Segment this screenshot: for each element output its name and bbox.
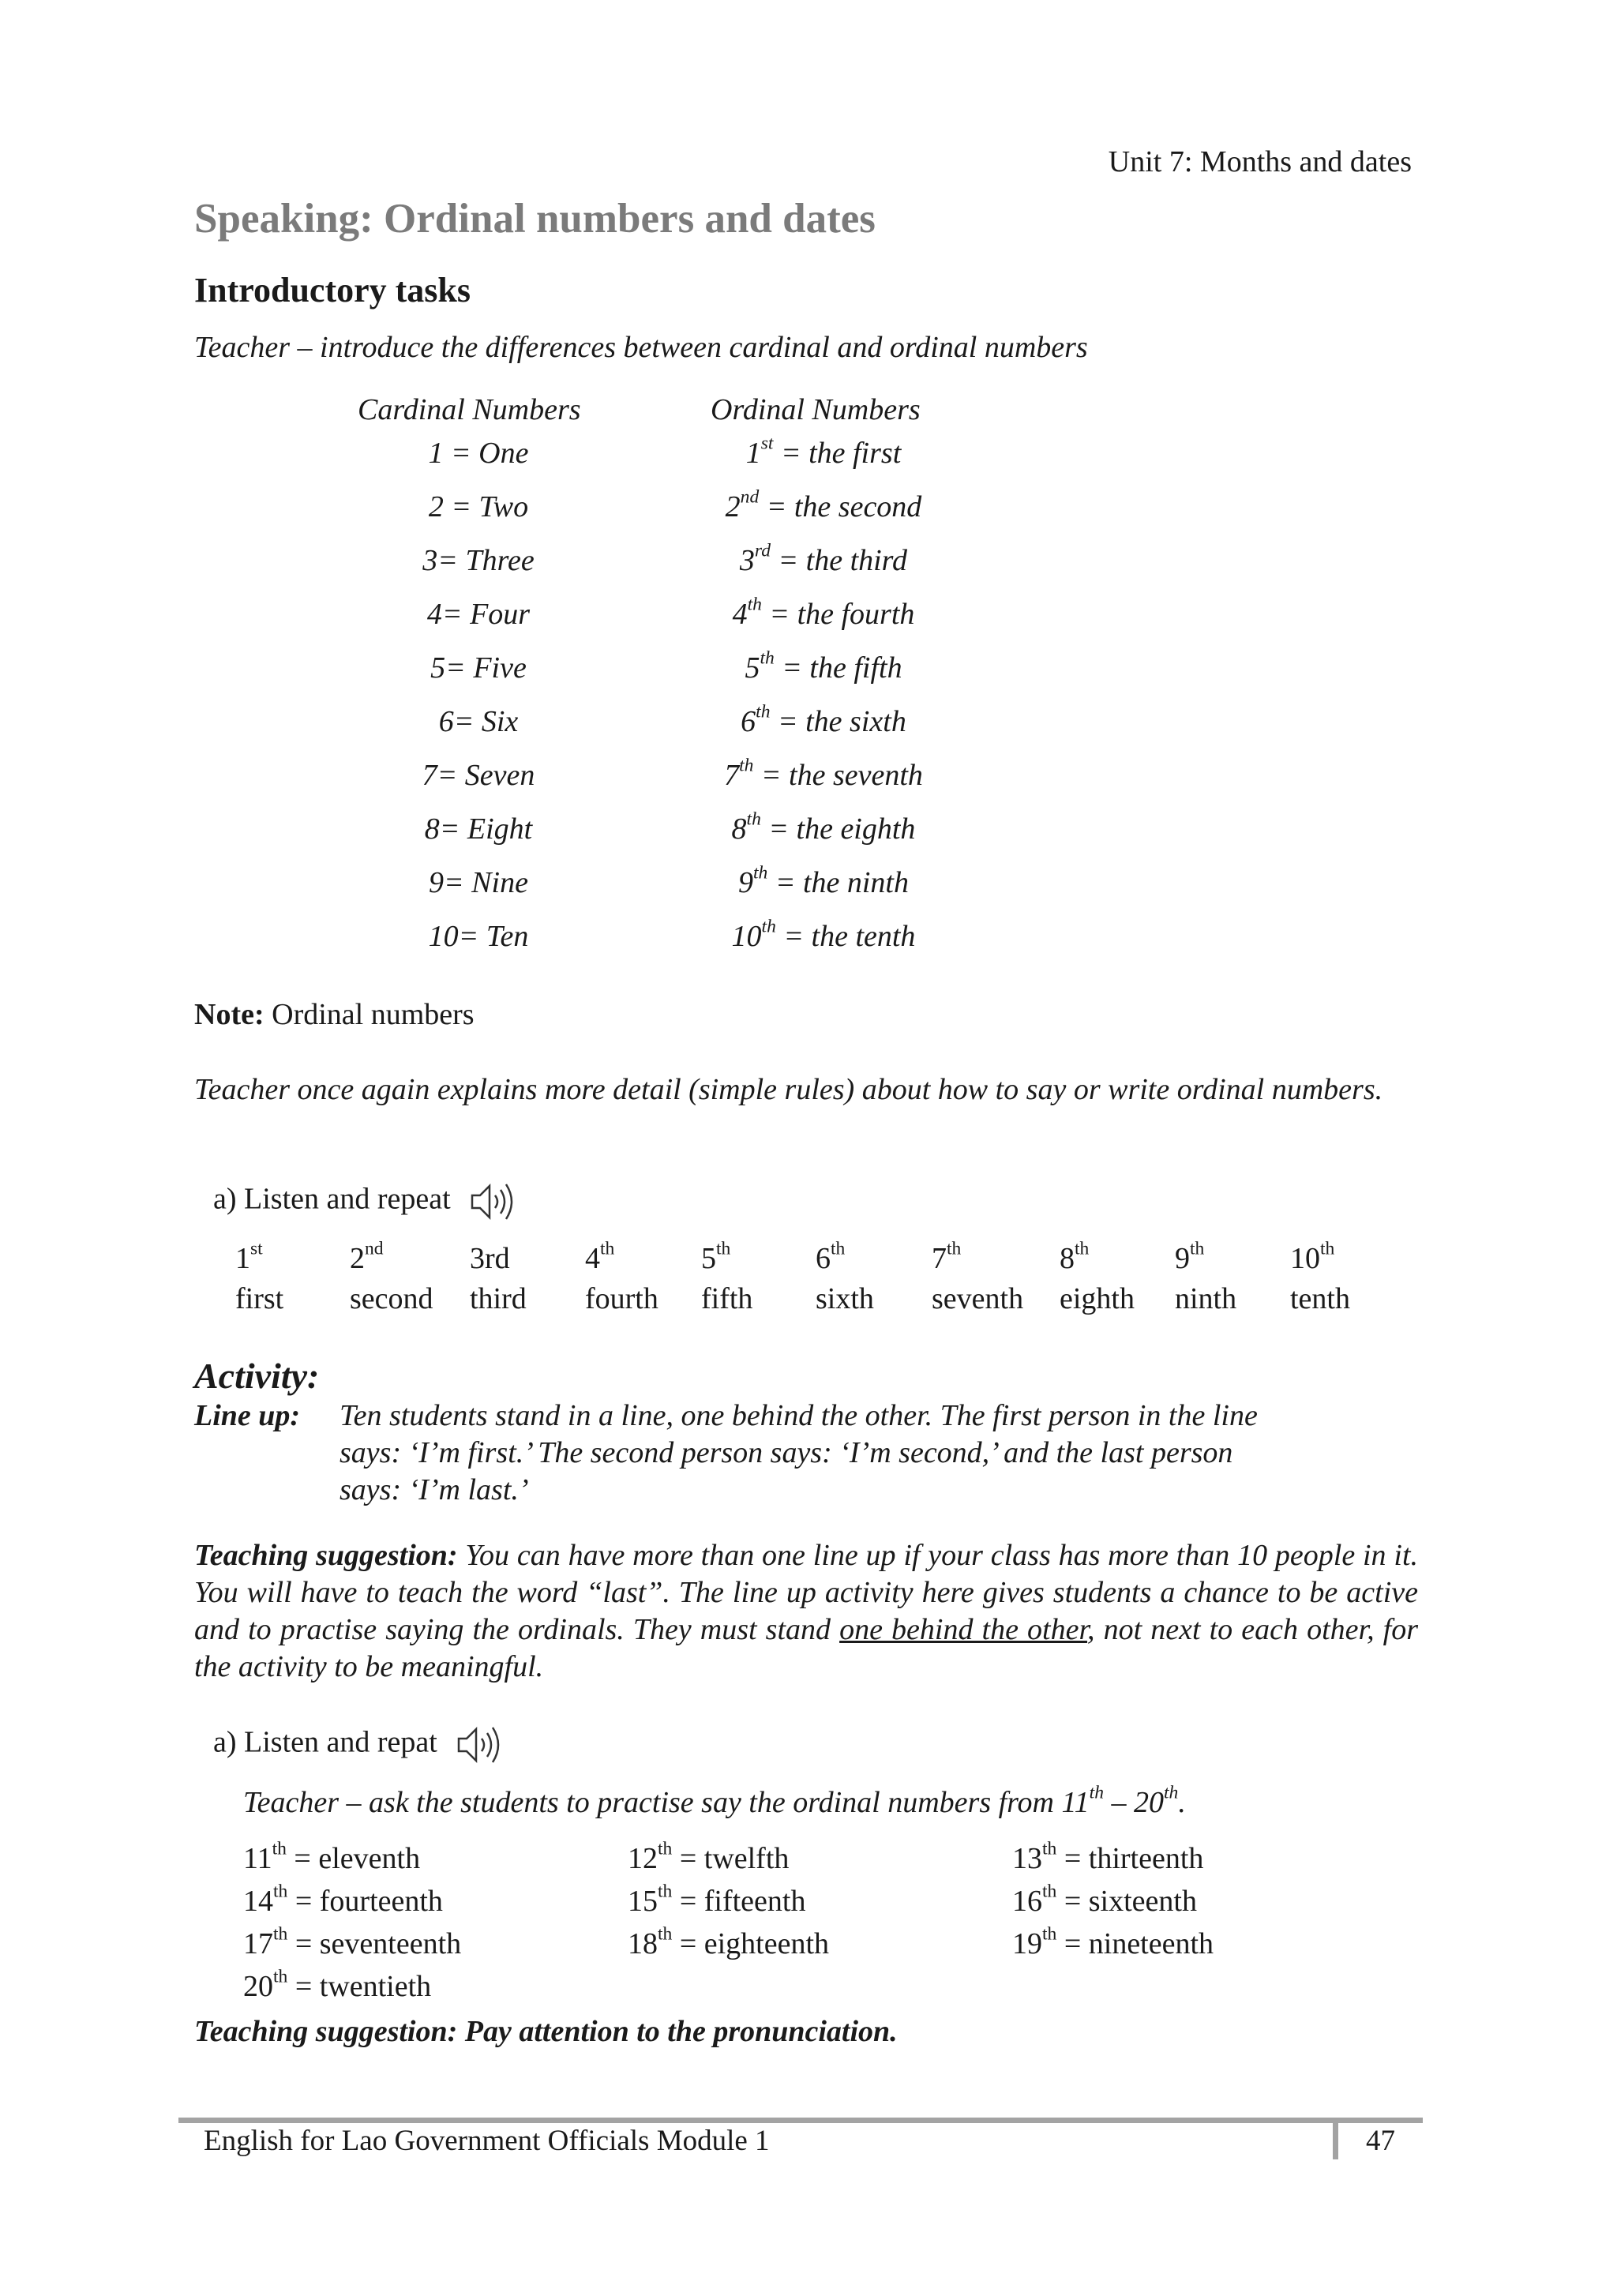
- note-label: Note:: [194, 998, 264, 1031]
- ordinal-suffix: th: [1042, 1838, 1057, 1859]
- teaching-suggestion-2: Teaching suggestion: Pay attention to the pronunciation.: [194, 2015, 898, 2048]
- ordinal-word: = fourteenth: [287, 1885, 443, 1918]
- sup: th: [1164, 1782, 1179, 1803]
- ordinal-number: [1175, 1238, 1205, 1276]
- ordinal-num: 10: [1290, 1242, 1320, 1275]
- cardinal-cell: 1 = One: [428, 437, 529, 470]
- ordinal-num: 8: [731, 812, 747, 846]
- ordinal-word: = fifteenth: [672, 1885, 806, 1918]
- ordinal-word: = the tenth: [775, 920, 916, 953]
- ordinal-num: 17: [243, 1927, 273, 1960]
- page-number: 47: [1366, 2125, 1395, 2157]
- instruction-text: Teacher – ask the students to practise say the ordinal numbers from 11: [243, 1786, 1090, 1819]
- ordinal-suffix: th: [1042, 1923, 1057, 1945]
- ordinal-cell: [666, 916, 981, 954]
- ordinal-num: 1: [235, 1242, 250, 1275]
- cardinal-cell: 6= Six: [438, 705, 519, 738]
- cardinal-cell: 2 = Two: [428, 490, 529, 523]
- unit-header: Unit 7: Months and dates: [1108, 145, 1412, 178]
- ordinal-suffix: nd: [365, 1238, 384, 1259]
- note-text: Ordinal numbers: [264, 998, 475, 1031]
- ordinal-suffix: th: [756, 701, 771, 722]
- ordinal-suffix: th: [947, 1238, 962, 1259]
- lineup-line: Ten students stand in a line, one behind the other. The first person in the line: [340, 1399, 1258, 1432]
- cardinal-cell: 4= Four: [426, 598, 531, 631]
- ordinal-word: = sixteenth: [1056, 1885, 1197, 1918]
- ordinal-word: = nineteenth: [1056, 1927, 1214, 1960]
- ordinal-cell: [666, 647, 981, 685]
- ordinal-word: = the second: [759, 490, 922, 523]
- ordinal-num: 12: [628, 1842, 658, 1875]
- ordinal-number: [350, 1238, 384, 1276]
- ordinal-word: ninth: [1175, 1282, 1237, 1315]
- ordinal-suffix: th: [273, 1966, 288, 1987]
- ordinal-num: 20: [243, 1970, 273, 2003]
- ordinal-number: [470, 1241, 510, 1276]
- ordinal-entry: [1012, 1881, 1197, 1919]
- lineup-line: says: ‘I’m last.’: [340, 1473, 529, 1506]
- ordinal-num: 5: [701, 1242, 716, 1275]
- ordinal-word: = the sixth: [770, 705, 906, 738]
- ordinal-num: 4: [732, 598, 748, 631]
- ordinal-suffix: th: [272, 1838, 287, 1859]
- ordinal-suffix: th: [273, 1923, 288, 1945]
- ordinal-word: = the third: [771, 544, 908, 577]
- ordinal-num: 3rd: [470, 1242, 510, 1275]
- cardinal-cell: 3= Three: [422, 544, 535, 577]
- ordinal-suffix: th: [1320, 1238, 1335, 1259]
- ordinal-num: 7: [724, 759, 740, 792]
- lineup-text: [340, 1397, 1258, 1509]
- ordinal-num: 6: [816, 1242, 831, 1275]
- ordinal-num: 6: [741, 705, 756, 738]
- cardinal-cell: 10= Ten: [428, 920, 529, 953]
- ordinal-num: 15: [628, 1885, 658, 1918]
- ordinal-word: = eighteenth: [672, 1927, 830, 1960]
- ordinal-suffix: th: [1190, 1238, 1205, 1259]
- ordinal-suffix: th: [831, 1238, 846, 1259]
- lineup-line: says: ‘I’m first.’ The second person says: ‘I’m second,’ and the last person: [340, 1436, 1233, 1469]
- ordinal-num: 3: [739, 544, 755, 577]
- cardinal-cell: 8= Eight: [424, 812, 533, 846]
- ordinal-word: = thirteenth: [1056, 1842, 1204, 1875]
- teaching-suggestion-1: [194, 1537, 1418, 1686]
- ordinal-word: = twentieth: [287, 1970, 432, 2003]
- instruction-text: – 20: [1104, 1786, 1164, 1819]
- cardinal-cell: 9= Nine: [429, 866, 528, 899]
- ordinal-suffix: rd: [754, 540, 771, 561]
- ordinal-suffix: th: [752, 862, 768, 884]
- sup: th: [1089, 1782, 1104, 1803]
- suggestion-text-end: , not next to each other, for the activity to be meaningful.: [194, 1613, 1418, 1683]
- ordinal-num: 4: [585, 1242, 600, 1275]
- ordinal-number: [932, 1238, 962, 1276]
- ordinal-num: 5: [745, 651, 760, 685]
- ordinal-suffix: th: [273, 1881, 288, 1902]
- ordinal-cell: [666, 862, 981, 900]
- ordinal-cell: [666, 701, 981, 739]
- cardinal-header: Cardinal Numbers: [358, 393, 581, 426]
- ordinal-num: 10: [731, 920, 762, 953]
- ordinal-num: 14: [243, 1885, 273, 1918]
- ordinal-number: [1060, 1238, 1090, 1276]
- list-marker: a): [213, 1725, 237, 1759]
- speaker-icon[interactable]: [467, 1178, 523, 1225]
- ordinal-number: [1290, 1238, 1335, 1276]
- ordinal-suffix: th: [658, 1881, 673, 1902]
- ordinal-word: = the ninth: [767, 866, 909, 899]
- cardinal-cell: 5= Five: [430, 651, 527, 685]
- ordinal-entry: [243, 1966, 432, 2004]
- ordinal-number: [816, 1238, 846, 1276]
- ordinal-cell: [666, 808, 981, 846]
- ordinal-suffix: th: [716, 1238, 731, 1259]
- ordinal-suffix: th: [600, 1238, 615, 1259]
- ordinal-word: third: [470, 1282, 527, 1315]
- list-marker: a): [213, 1182, 237, 1216]
- section-subtitle: Introductory tasks: [194, 271, 471, 310]
- ordinal-word: sixth: [816, 1282, 874, 1315]
- ordinal-suffix: th: [658, 1838, 673, 1859]
- ordinal-num: 9: [737, 866, 753, 899]
- ordinal-number: [585, 1238, 615, 1276]
- ordinal-entry: [1012, 1923, 1214, 1961]
- listen-label: Listen and repat: [244, 1725, 437, 1759]
- suggestion-text: You can have more than one line up if your class has more than 10 people in it. You will have to teach the word “last”. The line up activity here gives students a chance to be active and to practise saying the ordinals. They must stand: [194, 1539, 1418, 1646]
- footer-divider: [1333, 2123, 1338, 2159]
- ordinal-suffix: th: [761, 916, 776, 937]
- ordinal-entry: [243, 1923, 462, 1961]
- suggestion-label: Teaching suggestion:: [194, 1539, 458, 1572]
- ordinal-num: 19: [1012, 1927, 1042, 1960]
- ordinal-entry: [243, 1881, 443, 1919]
- ordinal-entry: [628, 1838, 790, 1876]
- ordinal-suffix: th: [1042, 1881, 1057, 1902]
- ordinal-word: tenth: [1290, 1282, 1350, 1315]
- ordinal-entry: [628, 1923, 830, 1961]
- ordinal-word: = twelfth: [672, 1842, 790, 1875]
- ordinal-word: fifth: [701, 1282, 753, 1315]
- ordinal-cell: [666, 755, 981, 793]
- ordinal-word: = the seventh: [753, 759, 923, 792]
- page-title: Speaking: Ordinal numbers and dates: [194, 196, 876, 242]
- listen-repeat-2: [213, 1721, 509, 1769]
- ordinal-num: 7: [932, 1242, 947, 1275]
- underlined-phrase: one behind the other: [839, 1613, 1088, 1646]
- ordinal-num: 18: [628, 1927, 658, 1960]
- ordinal-word: second: [350, 1282, 433, 1315]
- ordinal-num: 2: [350, 1242, 365, 1275]
- ordinal-word: seventh: [932, 1282, 1024, 1315]
- ordinal-word: = seventeenth: [287, 1927, 462, 1960]
- listen-repeat-1: [213, 1178, 523, 1225]
- ordinal-header: Ordinal Numbers: [711, 393, 921, 426]
- ordinal-entry: [1012, 1838, 1204, 1876]
- ordinal-suffix: th: [1075, 1238, 1090, 1259]
- ordinal-num: 13: [1012, 1842, 1042, 1875]
- instruction-text: .: [1178, 1786, 1186, 1819]
- ordinal-word: = the eighth: [760, 812, 916, 846]
- ordinal-word: = the first: [773, 437, 902, 470]
- listen-label: Listen and repeat: [244, 1182, 451, 1216]
- intro-instruction: Teacher – introduce the differences between cardinal and ordinal numbers: [194, 331, 1088, 364]
- ordinal-entry: [628, 1881, 806, 1919]
- ordinal-cell: [666, 540, 981, 578]
- ordinal-cell: [666, 433, 981, 471]
- ordinal-number: [701, 1238, 731, 1276]
- ordinal-word: = eleventh: [286, 1842, 421, 1875]
- explain-paragraph: Teacher once again explains more detail (simple rules) about how to say or write ordinal numbers.: [194, 1073, 1383, 1106]
- ordinal-suffix: th: [658, 1923, 673, 1945]
- footer-rule: [178, 2118, 1423, 2123]
- teacher-instruction-2: [243, 1784, 1186, 1821]
- ordinal-suffix: th: [739, 755, 754, 776]
- cardinal-cell: 7= Seven: [422, 759, 535, 792]
- ordinal-num: 2: [725, 490, 741, 523]
- ordinal-cell: [666, 486, 981, 524]
- lineup-label: Line up:: [194, 1399, 301, 1432]
- ordinal-word: eighth: [1060, 1282, 1135, 1315]
- ordinal-suffix: th: [760, 647, 775, 669]
- ordinal-suffix: th: [746, 808, 761, 830]
- footer-title: English for Lao Government Officials Module 1: [204, 2125, 770, 2157]
- ordinal-word: = the fifth: [774, 651, 902, 685]
- ordinal-number: [235, 1238, 263, 1276]
- ordinal-num: 1: [745, 437, 761, 470]
- ordinal-suffix: st: [250, 1238, 263, 1259]
- ordinal-word: first: [235, 1282, 284, 1315]
- ordinal-cell: [666, 594, 981, 632]
- ordinal-num: 9: [1175, 1242, 1190, 1275]
- ordinal-num: 16: [1012, 1885, 1042, 1918]
- ordinal-suffix: st: [760, 433, 774, 454]
- note: [194, 996, 475, 1034]
- ordinal-suffix: th: [747, 594, 762, 615]
- ordinal-word: = the fourth: [761, 598, 915, 631]
- ordinal-entry: [243, 1838, 421, 1876]
- speaker-icon[interactable]: [454, 1721, 509, 1769]
- ordinal-suffix: nd: [740, 486, 760, 508]
- ordinal-num: 8: [1060, 1242, 1075, 1275]
- ordinal-word: fourth: [585, 1282, 658, 1315]
- ordinal-num: 11: [243, 1842, 272, 1875]
- activity-heading: Activity:: [194, 1356, 320, 1396]
